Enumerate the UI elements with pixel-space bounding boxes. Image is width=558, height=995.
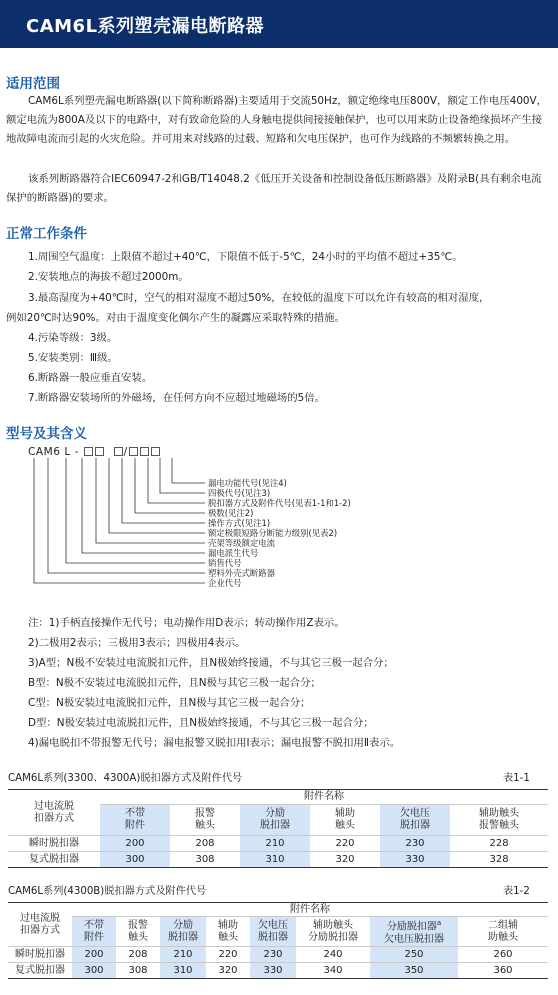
model-note: 注：1)手柄直接操作无代号；电动操作用D表示；转动操作用Z表示。 <box>28 617 345 629</box>
model-heading: 型号及其含义 <box>6 426 87 442</box>
table2-col-header: 不带 附件 <box>72 917 116 947</box>
table2-cell: 308 <box>116 963 160 979</box>
condition-item: 5.安装类别：Ⅲ级。 <box>28 352 118 364</box>
leader-line <box>66 458 205 563</box>
table2-col-header: 分励脱扣器$^a$ 欠电压脱扣器 <box>370 917 458 947</box>
table2-cell: 200 <box>72 947 116 963</box>
model-note: C型：N极安装过电流脱扣元件，且N极与其它三极一起合分； <box>28 697 311 709</box>
table1-col-header: 辅助触头 报警触头 <box>450 805 548 836</box>
condition-item: 6.断路器一般应垂直安装。 <box>28 372 153 384</box>
table2-cell: 220 <box>206 947 250 963</box>
leader-line <box>96 458 205 543</box>
table1-caption: CAM6L系列(3300、4300A)脱扣器方式及附件代号 <box>8 773 243 784</box>
table2-cell: 210 <box>160 947 206 963</box>
model-label: 销售代号 <box>208 558 242 568</box>
model-note: 3)A型；N极不安装过电流脱扣元件，且N极始终接通，不与其它三极一起合分； <box>28 657 394 669</box>
table-row <box>8 852 548 868</box>
table2-row-header: 过电流脱 扣器方式 <box>8 903 72 947</box>
table1-col-header: 分励 脱扣器 <box>240 805 310 836</box>
model-label: 操作方式(见注1) <box>208 518 271 528</box>
model-label: 额定极限短路分断能力级别(见表2) <box>208 528 338 538</box>
table2-cell: 300 <box>72 963 116 979</box>
table1-col-header: 辅助 触头 <box>310 805 380 836</box>
table-row <box>8 947 548 963</box>
table1-cell: 310 <box>240 852 310 868</box>
table1-cell: 210 <box>240 836 310 852</box>
table1-cell: 220 <box>310 836 380 852</box>
table2-cell: 260 <box>458 947 548 963</box>
condition-item: 1.周围空气温度：上限值不超过+40℃，下限值不低于-5℃，24小时的平均值不超过+35℃。 <box>28 251 463 263</box>
table2-cell: 208 <box>116 947 160 963</box>
table2-cell: 350 <box>370 963 458 979</box>
condition-item: 4.污染等级：3级。 <box>28 332 118 344</box>
table2-cell: 230 <box>250 947 296 963</box>
table1-cell: 230 <box>380 836 450 852</box>
table1-col-header: 欠电压 脱扣器 <box>380 805 450 836</box>
table2-cell: 240 <box>296 947 370 963</box>
condition-item: 例如20℃时达90%。对由于温度变化偶尔产生的凝露应采取特殊的措施。 <box>6 312 345 324</box>
model-label: 壳架等级额定电流 <box>208 538 275 548</box>
model-note: B型：N极不安装过电流脱扣元件，且N极与其它三极一起合分； <box>28 677 321 689</box>
model-label: 脱扣器方式及附件代号(见表1-1和1-2) <box>208 498 351 508</box>
model-note: 2)二极用2表示；三极用3表示；四极用4表示。 <box>28 637 246 649</box>
leader-line <box>172 458 205 483</box>
table1-row-header: 过电流脱 扣器方式 <box>8 790 100 836</box>
leader-line <box>160 458 205 493</box>
table-row <box>8 963 548 979</box>
leader-line <box>148 458 205 503</box>
model-note: 4)漏电脱扣不带报警无代号；漏电报警又脱扣用Ⅰ表示；漏电报警不脱扣用Ⅱ表示。 <box>28 737 401 749</box>
table2-col-header: 报警 触头 <box>116 917 160 947</box>
scope-heading: 适用范围 <box>6 76 60 92</box>
table1-cell: 200 <box>100 836 170 852</box>
condition-item: 3.最高湿度为+40℃时，空气的相对湿度不超过50%，在较低的温度下可以允许有较高的相对湿度， <box>28 292 490 304</box>
model-label: 漏电派生代号 <box>208 548 259 558</box>
table2-col-header: 辅助触头 分励脱扣器 <box>296 917 370 947</box>
model-label: 企业代号 <box>208 578 242 588</box>
leader-line <box>82 458 205 553</box>
model-code-slash: / <box>123 446 128 458</box>
leader-line <box>48 458 205 573</box>
table-row <box>8 836 548 852</box>
table1-cell: 228 <box>450 836 548 852</box>
table2-group-header: 附件名称 <box>72 903 548 917</box>
superscript-a: a <box>436 919 442 928</box>
table1-row-label: 复式脱扣器 <box>8 852 100 868</box>
condition-item: 7.断路器安装场所的外磁场，在任何方向不应超过地磁场的5倍。 <box>28 392 326 404</box>
table2-col-header: 二组辅 助触头 <box>458 917 548 947</box>
table1-cell: 330 <box>380 852 450 868</box>
page-title: CAM6L系列塑壳漏电断路器 <box>26 16 265 37</box>
table2 <box>8 902 548 979</box>
table1-cell: 300 <box>100 852 170 868</box>
table1-cell: 208 <box>170 836 240 852</box>
table2-cell: 310 <box>160 963 206 979</box>
table1-number: 表1-1 <box>503 773 530 784</box>
model-label: 四极代号(见注3) <box>208 488 271 498</box>
table2-cell: 320 <box>206 963 250 979</box>
model-code-prefix: CAM6 L - <box>28 446 79 458</box>
conditions-heading: 正常工作条件 <box>6 226 87 242</box>
table2-col-header: 欠电压 脱扣器 <box>250 917 296 947</box>
table2-row-label: 瞬时脱扣器 <box>8 947 72 963</box>
table1-row-label: 瞬时脱扣器 <box>8 836 100 852</box>
condition-item: 2.安装地点的海拔不超过2000m。 <box>28 271 189 283</box>
model-label: 漏电功能代号(见注4) <box>208 478 287 488</box>
table2-cell: 340 <box>296 963 370 979</box>
table2-cell: 330 <box>250 963 296 979</box>
model-label: 塑料外壳式断路器 <box>208 568 275 578</box>
scope-paragraph-1: CAM6L系列塑壳漏电断路器(以下简称断路器)主要适用于交流50Hz，额定绝缘电压800V，额定工作电压400V，额定电流为800A及以下的电路中，对有致命危险的人身触电提供间接接触保护，也可以用来防止设备绝缘损坏产生接地故障电流而引起的火灾危险。并可用来对线路的过载、短路和欠电压保护，也可作为线路的不频繁转换之用。 <box>6 95 548 145</box>
scope-paragraph-2: 该系列断路器符合IEC60947-2和GB/T14048.2《低压开关设备和控制设备低压断路器》及附录B(具有剩余电流保护的断路器)的要求。 <box>6 173 542 204</box>
table1-cell: 320 <box>310 852 380 868</box>
table1-col-header: 报警 触头 <box>170 805 240 836</box>
table2-col-header: 分励 脱扣器 <box>160 917 206 947</box>
table1-col-header: 不带 附件 <box>100 805 170 836</box>
table2-caption: CAM6L系列(4300B)脱扣器方式及附件代号 <box>8 886 207 897</box>
leader-line <box>109 458 205 533</box>
table1-cell: 308 <box>170 852 240 868</box>
table2-cell: 250 <box>370 947 458 963</box>
leader-line <box>135 458 205 513</box>
table2-number: 表1-2 <box>503 886 530 897</box>
table2-col-header: 辅助 触头 <box>206 917 250 947</box>
model-note: D型：N极安装过电流脱扣元件，且N极始终接通，不与其它三极一起合分； <box>28 717 374 729</box>
table1-cell: 328 <box>450 852 548 868</box>
table2-row-label: 复式脱扣器 <box>8 963 72 979</box>
table1-group-header: 附件名称 <box>100 790 548 805</box>
leader-line <box>34 458 205 583</box>
model-label: 极数(见注2) <box>208 508 254 518</box>
table1 <box>8 789 548 868</box>
table2-cell: 360 <box>458 963 548 979</box>
